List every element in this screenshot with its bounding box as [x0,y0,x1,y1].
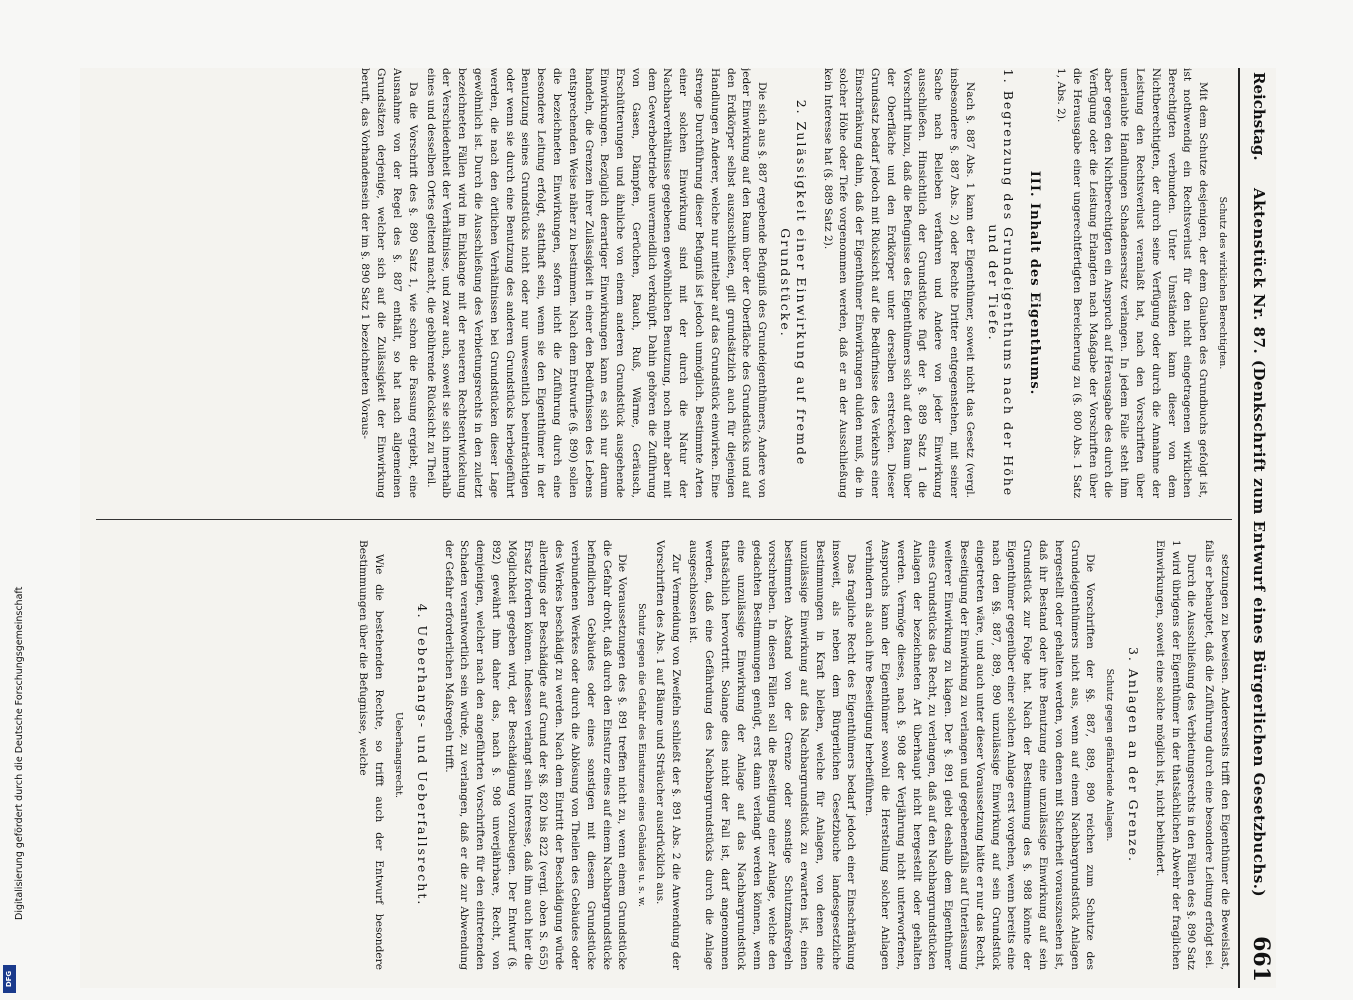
paragraph: Da die Vorschrift des §. 890 Satz 1, wie schon die Fassung ergiebt, eine Ausnahme von der Regel des §. 887 enthält, so hat nach allgemeinen Grundsätzen derjenige, welcher sich auf die Zulässigkeit der Einwirkung beruft, das Vorhandensein der im §. 890 Satz 1 bezeichneten Voraus- [359,68,419,498]
subsection-heading: 1. Begrenzung des Grundeigenthums nach der Höhe und der Tiefe. [985,68,1017,498]
margin-note: Schutz des wirklichen Berechtigten. [1217,196,1228,370]
dfg-logo-text: DFG [5,970,14,988]
paragraph: Wie die bestehenden Rechte, so trifft auch der Entwurf besondere Bestimmungen über die Befugnisse, welche [357,540,386,970]
header-rule [1238,68,1240,988]
page-number: 661 [1248,936,1274,982]
paragraph: Nach §. 887 Abs. 1 kann der Eigenthümer, soweit nicht das Gesetz (vergl. insbesondere §. 887 Abs. 2) oder Rechte Dritter entgegenstehen, mit seiner Sache nach Belieben verfahren und Andere von jeder Einwirkung ausschließen. Hinsichtlich der Grundstücke fügt der §. 889 Satz 1 die Vorschrift hinzu, daß die Befugnisse des Eigenthümers sich auf den Raum über der Oberfläche und den Erdkörper unter derselben erstrecken. Dieser Grundsatz bedarf jedoch mit Rücksicht auf die Bedürfnisse des Verkehrs einer Einschränkung dahin, daß der Eigenthümer Einwirkungen dulden muß, die in solcher Höhe oder Tiefe vorgenommen werden, daß er an der Ausschließung kein Interesse hat (§. 889 Satz 2). [821,68,976,498]
paragraph: Mit dem Schutze desjenigen, der dem Glauben des Grundbuchs gefolgt ist, ist nothwendig ein Rechtsverlust für den nicht eingetragenen wirklichen Berechtigten verbunden. Unter Umständen kann dieser von dem Nichtberechtigten, der durch seine Verfügung oder durch die Annahme der Leistung den Rechtsverlust veranlaßt hat, nach den Vorschriften über unerlaubte Handlungen Schadensersatz verlangen. In jedem Falle steht ihm aber gegen den Nichtberechtigten ein Anspruch auf Herausgabe des durch die Verfügung oder die Leistung Erlangten nach Maßgabe der Vorschriften über die Herausgabe einer ungerechtfertigten Bereicherung zu (§. 800 Abs. 1 Satz 1, Abs. 2). [1055,68,1210,498]
paragraph: Das fragliche Recht des Eigenthümers bedarf jedoch einer Einschränkung insoweit, als neben dem Bürgerlichen Gesetzbuche landesgesetzliche Bestimmungen in Kraft bleiben, welche für Anlagen, von denen eine unzulässige Einwirkung auf das Nachbargrundstück zu erwarten ist, einen bestimmten Abstand von der Grenze oder sonstige Schutzmaßregeln vorschreiben. In diesen Fällen soll die Beseitigung einer Anlage, welche den gedachten Bestimmungen genügt, erst dann verlangt werden können, wenn eine unzulässige Einwirkung der Anlage auf das Nachbargrundstück thatsächlich hervortritt. Solange dies nicht der Fall ist, darf angenommen werden, daß eine Gefährdung des Nachbargrundstücks durch die Anlage ausgeschlossen ist. [687,540,858,970]
paragraph: Die Vorschriften der §§. 887, 889, 890 reichen zum Schutze des Grundeigenthümers nicht aus, wenn auf einem Nachbargrundstück Anlagen hergestellt oder gehalten werden, von denen mit Sicherheit vorauszusehen ist, daß ihr Bestand oder ihre Benutzung eine unzulässige Einwirkung auf sein Grundstück zur Folge hat. Nach der Bestimmung des §. 988 könnte der Eigenthümer gegenüber einer solchen Anlage erst vorgehen, wenn bereits eine nach den §§. 887, 889, 890 unzulässige Einwirkung auf sein Grundstück eingetreten wäre, und auch unter dieser Voraussetzung hätte er nur das Recht, Beseitigung der Einwirkung zu verlangen und gegebenenfalls auf Unterlassung weiterer Einwirkung zu klagen. Der §. 891 giebt deshalb dem Eigenthümer eines Grundstücks das Recht, zu verlangen, daß auf den Nachbargrundstücken Anlagen der bezeichneten Art überhaupt nicht hergestellt oder gehalten werden. Vermöge dieses, nach §. 908 der Verjährung nicht unterworfenen, Anspruchs kann der Eigenthümer sowohl die Herstellung solcher Anlagen verhindern als auch ihre Beseitigung herbeiführen. [863,540,1097,970]
paragraph: Durch die Ausschließung des Verbietungsrechts in den Fällen des §. 890 Satz 1 wird übrigens der Eigenthümer in der thatsächlichen Abwehr der fraglichen Einwirkungen, soweit eine solche möglich ist, nicht behindert. [1153,540,1198,970]
paragraph: Zur Vermeidung von Zweifeln schließt der §. 891 Abs. 2 die Anwendung der Vorschriften des Abs. 1 auf Bäume und Sträucher ausdrücklich aus. [653,540,682,970]
paragraph: setzungen zu beweisen. Andererseits trifft den Eigenthümer die Beweislast, falls er behauptet, daß die Zuführung durch eine besondere Leitung erfolgt sei. [1203,540,1231,970]
header-title: Aktenstück Nr. 87. (Denkschrift zum Entwurf eines Bürgerlichen Gesetzbuchs.) [1250,188,1268,898]
margin-note: Ueberhangsrecht. [392,711,404,799]
dfg-logo [3,965,16,993]
margin-note: Schutz gegen die Gefahr des Einsturzes eines Gebäudes u. s. w. [636,603,648,907]
left-column [92,68,1232,498]
subsection-heading: 3. Anlagen an der Grenze. [1126,646,1142,864]
right-column [92,540,1232,970]
margin-note: Schutz gegen gefährdende Anlagen. [1104,668,1116,842]
header-left: Reichstag. [1250,72,1268,161]
section-heading: III. Inhalt des Eigenthums. [1027,170,1043,396]
digitization-credit: Digitalisierung gefördert durch die Deutsche Forschungsgemeinschaft [14,586,25,920]
subsection-heading: 2. Zulässigkeit einer Einwirkung auf fremde Grundstücke. [778,99,809,467]
page-header [1242,68,1276,988]
subsection-heading: 4. Ueberhangs- und Ueberfallsrecht. [414,603,430,907]
column-divider [96,519,1232,520]
rotated-page [80,68,1276,988]
paragraph: Die sich aus §. 887 ergebende Befugniß des Grundeigenthümers, Andere von jeder Einwirkung auf den Raum über der Oberfläche des Grundstücks und auf den Erdkörper selbst auszuschließen, gilt grundsätzlich auch für diejenigen Handlungen Anderer, welche nur mittelbar auf das Grundstück einwirken. Eine strenge Durchführung dieser Befugniß ist jedoch unmöglich. Bestimmte Arten einer solchen Einwirkung sind mit der durch die Natur der Nachbarverhältnisse gegebenen gewöhnlichen Benutzung, noch mehr aber mit dem Gewerbebetriebe unvermeidlich verknüpft. Dahin gehören die Zuführung von Gasen, Dämpfen, Gerüchen, Rauch, Ruß, Wärme, Geräusch, Erschütterungen und ähnliche von einem anderen Grundstück ausgehende Einwirkungen. Bezüglich derartiger Einwirkungen kann es sich nur darum handeln, die Grenzen ihrer Zulässigkeit in einer den Bedürfnissen des Lebens entsprechenden Weise näher zu bestimmen. Nach dem Entwurfe (§. 890) sollen die bezeichneten Einwirkungen, sofern nicht die Zuführung durch eine besondere Leitung erfolgt, statthaft sein, wenn sie den Eigenthümer in der Benutzung seines Grundstücks nicht oder nur unwesentlich beeinträchtigen oder wenn sie durch eine Benutzung des anderen Grundstücks herbeigeführt werden, die nach den örtlichen Verhältnissen bei Grundstücken dieser Lage gewöhnlich ist. Durch die Ausschließung des Verbietungsrechts in den zuletzt bezeichneten Fällen wird im Einklange mit der neueren Rechtsentwickelung der Verschiedenheit der Verhältnisse, und zwar auch, soweit sie sich innerhalb eines und desselben Ortes geltend macht, die gebührende Rücksicht zu Theil. [424,68,769,498]
paragraph: Die Voraussetzungen des §. 891 treffen nicht zu, wenn einem Grundstücke die Gefahr droht, daß durch den Einsturz eines auf einem Nachbargrundstücke befindlichen Gebäudes oder eines sonstigen mit diesem Grundstücke verbundenen Werkes oder durch die Ablösung von Theilen des Gebäudes oder des Werkes beschädigt zu werden. Nach dem Eintritt der Beschädigung würde allerdings der Beschädigte auf Grund der §§. 820 bis 822 (vergl. oben S. 655) Ersatz fordern können. Indessen verlangt sein Interesse, daß ihm auch hier die Möglichkeit gegeben wird, der Beschädigung vorzubeugen. Der Entwurf (§. 892) gewährt ihm daher das, nach §. 908 unverjährbare, Recht, von demjenigen, welcher nach den angeführten Vorschriften für den eintretenden Schaden verantwortlich sein würde, zu verlangen, daß er die zur Abwendung der Gefahr erforderlichen Maßregeln trifft. [442,540,629,970]
